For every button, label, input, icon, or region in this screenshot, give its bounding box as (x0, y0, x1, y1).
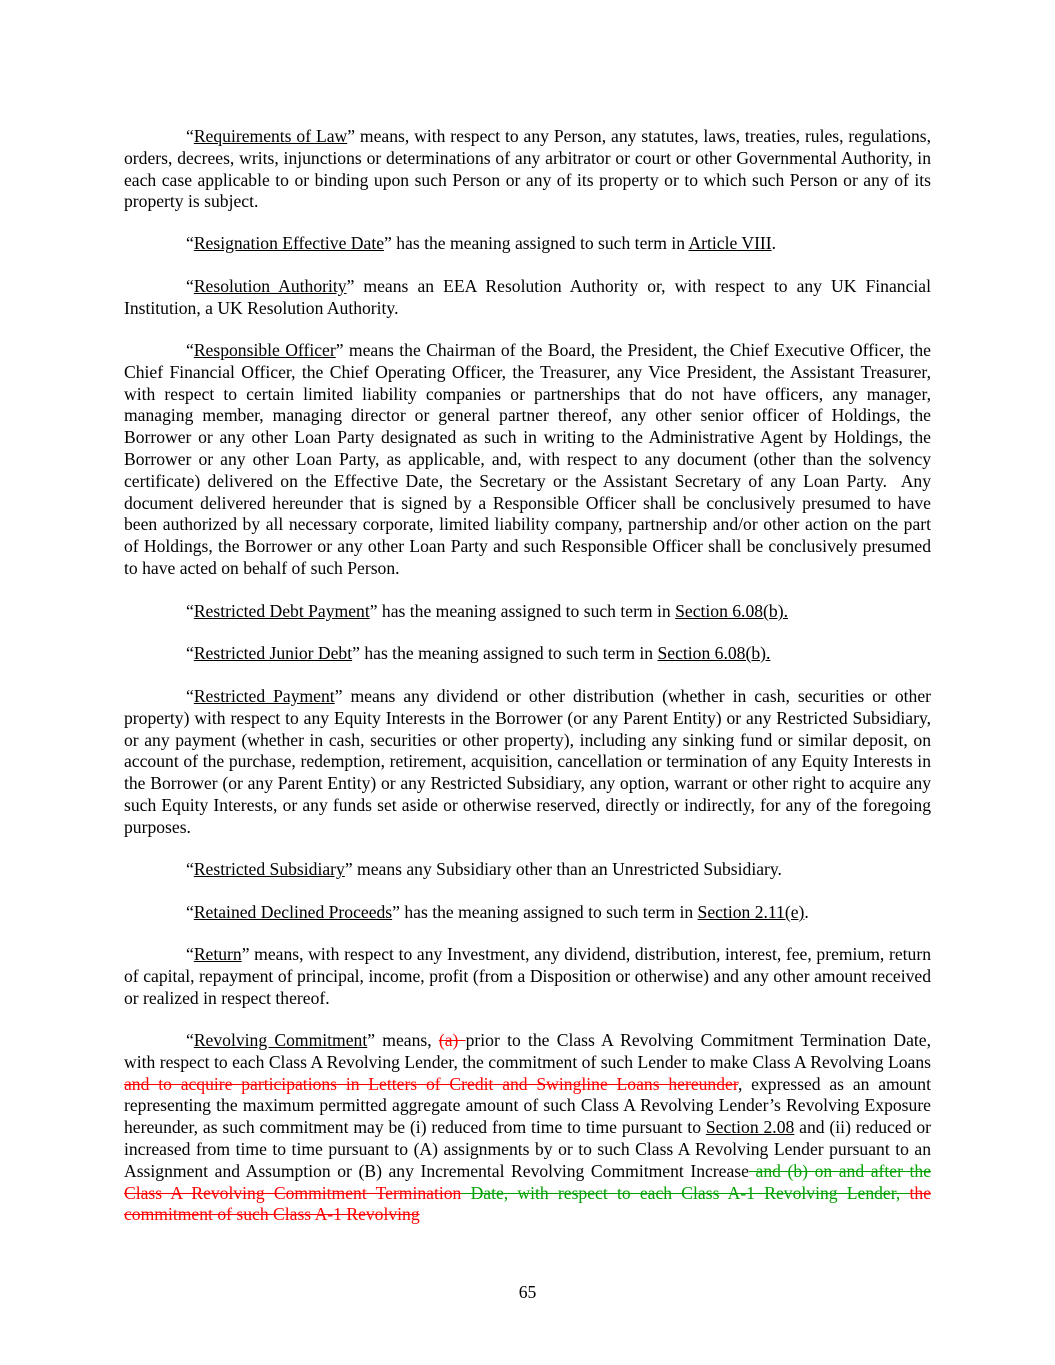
definition-revolving-commitment (124, 1030, 931, 1226)
underlined-term: Restricted Junior Debt (193, 643, 353, 663)
underlined-term: Restricted Subsidiary (193, 859, 345, 879)
underlined-term: Resolution Authority (193, 276, 347, 296)
text-run: ” means, with respect to any Investment, any dividend, distribution, interest, fee, premium, return of capital, repayment of principal, income, profit (from a Disposition or otherwise) and any other amount received or realized in respect thereof. (124, 944, 931, 1008)
underlined-term: Retained Declined Proceeds (193, 902, 393, 922)
text-run: “ (186, 276, 194, 296)
definition-requirements-of-law (124, 126, 931, 213)
text-run: “ (186, 944, 194, 964)
text-run: and (ii) reduced or increased from time to time pursuant to (A) assignments by or to such Class A Revolving Lender pursuant to an Assignment and Assumption or (B) any Incremental Revolving Commitment Increase (124, 1117, 931, 1181)
underlined-term: Section 6.08(b). (657, 643, 771, 663)
text-run: , expressed as an amount representing the maximum permitted aggregate amount of such Class A Revolving Lender’s Revolving Exposure hereunder, as such commitment may be (i) reduced from time to time pursuant to (124, 1073, 931, 1138)
text-run: “ (186, 1030, 194, 1050)
underlined-term: Responsible Officer (193, 340, 336, 360)
definition-restricted-debt-payment (124, 601, 931, 623)
underlined-term: Requirements of Law (193, 126, 348, 146)
text-run: “ (186, 126, 194, 146)
text-run: “ (186, 601, 194, 621)
page-number: 65 (518, 1282, 537, 1302)
deleted-text-red: Class A Revolving Commitment Termination (124, 1182, 462, 1203)
text-run: “ (186, 859, 194, 879)
text-run: ” has the meaning assigned to such term in (352, 643, 658, 663)
text-run: ” means any Subsidiary other than an Unrestricted Subsidiary. (344, 859, 782, 879)
text-run: prior to the Class A Revolving Commitment Termination Date, with respect to each Class A Revolving Lender, the commitment of such Lender to make Class A Revolving Loans (124, 1030, 931, 1072)
definition-restricted-junior-debt (124, 643, 931, 665)
underlined-term: Section 2.11(e) (697, 902, 805, 922)
deleted-text-red: (a) (438, 1030, 466, 1050)
underlined-term: Revolving Commitment (193, 1030, 368, 1050)
text-run: ” has the meaning assigned to such term in (369, 601, 676, 621)
deleted-text-red: the commitment of such Class A-1 Revolving (124, 1182, 932, 1225)
definition-resignation-effective-date (124, 233, 931, 255)
underlined-term: Section 6.08(b). (675, 601, 788, 621)
text-run: ” has the meaning assigned to such term in (384, 233, 689, 253)
text-run: “ (186, 686, 194, 706)
text-run: “ (186, 340, 194, 360)
underlined-term: Section 2.08 (705, 1117, 795, 1138)
text-run: ” means, with respect to any Person, any statutes, laws, treaties, rules, regulations, orders, decrees, writs, injunctions or determinations of any arbitrator or court or other Governmental Authority, in each case applicable to or binding upon such Person or any of its property or to which such Person or any of its property is subject. (124, 126, 932, 212)
text-run: “ (186, 233, 194, 253)
underlined-term: Restricted Payment (193, 686, 335, 706)
deleted-text-green: and (b) on and after the (748, 1160, 932, 1181)
text-run: ” means the Chairman of the Board, the President, the Chief Executive Officer, the Chief Financial Officer, the Chief Operating Officer, the Treasurer, any Vice President, the Assistant Treasurer, with respect to certain limited liability companies or partnerships that do not have officers, any manager, managing member, managing director or general partner thereof, any other senior officer of Holdings, the Borrower or any other Loan Party designated as such in writing to the Administrative Agent by Holdings, the Borrower or any other Loan Party, as applicable, and, with respect to any document (other than the solvency certificate) delivered on the Effective Date, the Secretary or the Assistant Secretary of any Loan Party. Any document delivered hereunder that is signed by a Responsible Officer shall be conclusively presumed to have been authorized by all necessary corporate, limited liability company, partnership and/or other action on the part of Holdings, the Borrower or any other Loan Party and such Responsible Officer shall be conclusively presumed to have acted on behalf of such Person. (124, 340, 931, 578)
text-run: . (771, 233, 777, 253)
definition-resolution-authority (124, 276, 931, 320)
definition-restricted-subsidiary (124, 859, 931, 881)
text-run: ” means, (367, 1030, 439, 1050)
underlined-term: Restricted Debt Payment (193, 601, 370, 621)
definition-return (124, 944, 931, 1009)
text-run: ” has the meaning assigned to such term in (392, 902, 698, 922)
definition-retained-declined-proceeds (124, 902, 931, 924)
text-run: “ (186, 643, 194, 663)
definition-responsible-officer (124, 340, 931, 580)
deleted-text-green: Date, with respect to each Class A-1 Revolving Lender, (461, 1182, 910, 1203)
text-run: “ (186, 902, 194, 922)
text-run: ” means an EEA Resolution Authority or, with respect to any UK Financial Institution, a UK Resolution Authority. (124, 276, 931, 318)
text-run: . (804, 902, 809, 922)
underlined-term: Resignation Effective Date (193, 233, 385, 253)
underlined-term: Article VIII (688, 233, 772, 253)
deleted-text-red: and to acquire participations in Letters of Credit and Swingline Loans hereunder (124, 1073, 738, 1094)
underlined-term: Return (193, 944, 242, 964)
definition-restricted-payment (124, 686, 931, 839)
text-run: ” means any dividend or other distribution (whether in cash, securities or other property) with respect to any Equity Interests in the Borrower (or any Parent Entity) or any Restricted Subsidiary, or any payment (whether in cash, securities or other property), including any sinking fund or similar deposit, on account of the purchase, redemption, retirement, acquisition, cancellation or termination of any Equity Interests in the Borrower (or any Parent Entity) or any Restricted Subsidiary, any option, warrant or other right to acquire any such Equity Interests, or any funds set aside or otherwise reserved, directly or indirectly, for any of the foregoing purposes. (124, 686, 932, 837)
